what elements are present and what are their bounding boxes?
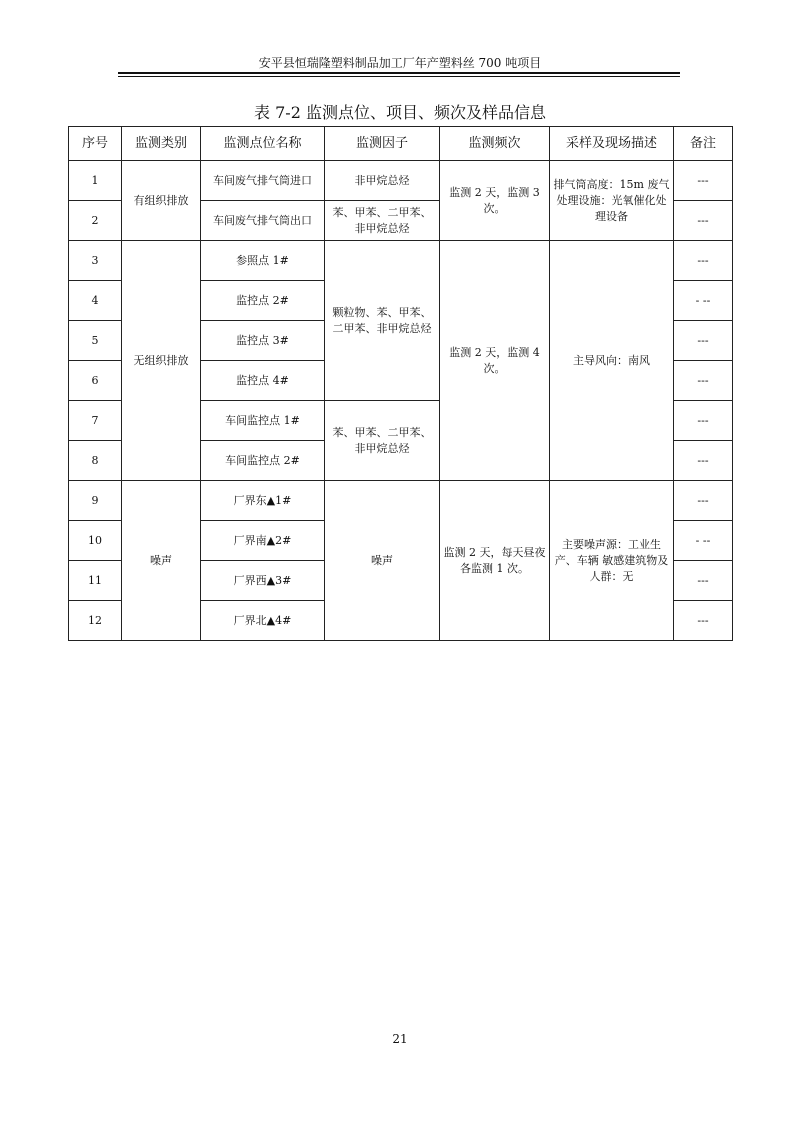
row-note: --- [674,241,733,281]
row-no: 1 [69,161,122,201]
row-note: --- [674,401,733,441]
row-no: 10 [69,521,122,561]
header-category: 监测类别 [122,127,201,161]
table-row [69,481,733,521]
row-note: --- [674,561,733,601]
point-name: 监控点 2# [201,281,325,321]
table-title: 表 7-2 监测点位、项目、频次及样品信息 [254,103,546,122]
factor-unorganized-a: 颗粒物、苯、甲苯、二甲苯、非甲烷总烃 [325,241,440,401]
row-note: --- [674,161,733,201]
row-note: - -- [674,281,733,321]
description-noise: 主要噪声源：工业生产、车辆 敏感建筑物及人群：无 [550,481,674,641]
row-no: 2 [69,201,122,241]
category-noise: 噪声 [122,481,201,641]
point-name: 监控点 3# [201,321,325,361]
header-factor: 监测因子 [325,127,440,161]
frequency-noise: 监测 2 天，每天昼夜各监测 1 次。 [440,481,550,641]
header-rule-thick [118,72,680,74]
row-note: --- [674,361,733,401]
point-name: 厂界南▲2# [201,521,325,561]
point-name: 车间监控点 2# [201,441,325,481]
category-unorganized: 无组织排放 [122,241,201,481]
point-name: 参照点 1# [201,241,325,281]
point-name: 厂界北▲4# [201,601,325,641]
category-organized: 有组织排放 [122,161,201,241]
table-row [69,161,733,201]
row-no: 11 [69,561,122,601]
row-note: --- [674,441,733,481]
table-row [69,241,733,281]
header-no: 序号 [69,127,122,161]
row-no: 5 [69,321,122,361]
header-rule-thin [118,76,680,77]
factor-organized-2: 苯、甲苯、二甲苯、非甲烷总烃 [325,201,440,241]
row-note: --- [674,201,733,241]
factor-organized-1: 非甲烷总烃 [325,161,440,201]
table-header-row [69,127,733,161]
header-frequency: 监测频次 [440,127,550,161]
point-name: 车间废气排气筒进口 [201,161,325,201]
row-no: 12 [69,601,122,641]
point-name: 车间废气排气筒出口 [201,201,325,241]
row-note: - -- [674,521,733,561]
factor-unorganized-b: 苯、甲苯、二甲苯、非甲烷总烃 [325,401,440,481]
row-no: 7 [69,401,122,441]
frequency-organized: 监测 2 天，监测 3 次。 [440,161,550,241]
description-organized: 排气筒高度：15m 废气处理设施：光氧催化处理设备 [550,161,674,241]
row-no: 9 [69,481,122,521]
document-header: 安平县恒瑞隆塑料制品加工厂年产塑料丝 700 吨项目 [258,56,542,70]
row-no: 8 [69,441,122,481]
point-name: 车间监控点 1# [201,401,325,441]
header-point: 监测点位名称 [201,127,325,161]
row-note: --- [674,601,733,641]
description-unorganized: 主导风向：南风 [550,241,674,481]
row-note: --- [674,481,733,521]
point-name: 厂界西▲3# [201,561,325,601]
row-note: --- [674,321,733,361]
row-no: 6 [69,361,122,401]
point-name: 监控点 4# [201,361,325,401]
factor-noise: 噪声 [325,481,440,641]
frequency-unorganized: 监测 2 天，监测 4 次。 [440,241,550,481]
header-note: 备注 [674,127,733,161]
monitoring-table [68,126,733,641]
header-description: 采样及现场描述 [550,127,674,161]
row-no: 4 [69,281,122,321]
page-number: 21 [392,1032,408,1046]
row-no: 3 [69,241,122,281]
point-name: 厂界东▲1# [201,481,325,521]
